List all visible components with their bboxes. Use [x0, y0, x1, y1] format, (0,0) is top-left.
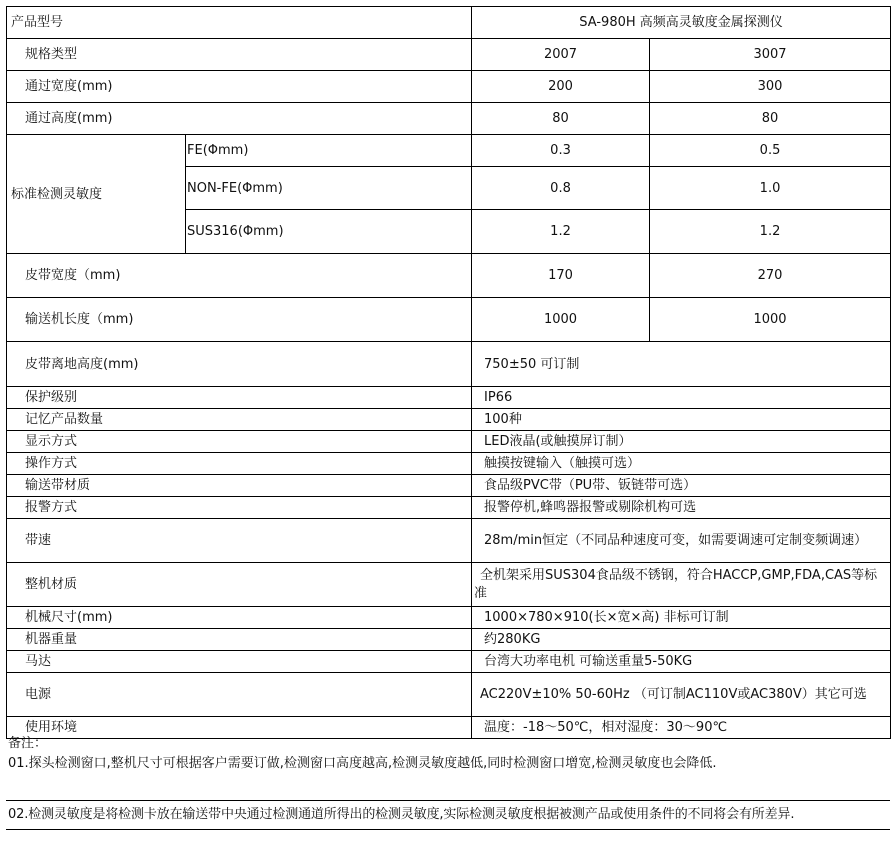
row-value: IP66: [472, 387, 891, 409]
table-row: [7, 409, 891, 431]
row-label: 通过高度(mm): [7, 103, 472, 135]
table-row-product-model: [7, 7, 891, 39]
material-value-text: 全机架采用SUS304食品级不锈钢，符合HACCP,GMP,FDA,CAS等标准: [474, 567, 878, 601]
belt-height-label: 皮带离地高度(mm): [7, 342, 472, 387]
table-row: [7, 475, 891, 497]
value-2007: 80: [472, 103, 650, 135]
environment-value: 温度：-18～50℃，相对湿度：30～90℃: [472, 717, 891, 739]
value-3007: 80: [650, 103, 891, 135]
value-3007: 300: [650, 71, 891, 103]
table-row-belt-speed: [7, 519, 891, 563]
belt-speed-label: 带速: [7, 519, 472, 563]
environment-label: 使用环境: [7, 717, 472, 739]
table-row: [7, 453, 891, 475]
note-2: 02.检测灵敏度是将检测卡放在输送带中央通过检测通道所得出的检测灵敏度,实际检测灵敏度根据被测产品或使用条件的不同将会有所差异.: [8, 807, 795, 822]
power-label: 电源: [7, 673, 472, 717]
row-value: 1000×780×910(长×宽×高) 非标可订制: [472, 607, 891, 629]
row-value: 报警停机,蜂鸣器报警或剔除机构可选: [472, 497, 891, 519]
value-2007: 170: [472, 254, 650, 298]
sensitivity-label: 标准检测灵敏度: [7, 135, 186, 254]
value-3007: 0.5: [650, 135, 891, 167]
row-label: 操作方式: [7, 453, 472, 475]
row-label: 机械尺寸(mm): [7, 607, 472, 629]
value-3007: 270: [650, 254, 891, 298]
conveyor-length-label: 输送机长度（mm): [7, 298, 472, 342]
value-2007: 0.8: [472, 167, 650, 210]
note-1: 01.探头检测窗口,整机尺寸可根据客户需要订做,检测窗口高度越高,检测灵敏度越低,同时检测窗口增宽,检测灵敏度也会降低.: [8, 756, 717, 771]
sensitivity-sub-label: NON-FE(Φmm): [186, 167, 472, 210]
model-2007-header: 2007: [472, 39, 650, 71]
value-3007: 1.2: [650, 210, 891, 254]
material-value: [472, 563, 891, 607]
row-value: 食品级PVC带（PU带、钣链带可选）: [472, 475, 891, 497]
material-label: 整机材质: [7, 563, 472, 607]
table-row: [7, 431, 891, 453]
row-value: 100种: [472, 409, 891, 431]
value-2007: 1.2: [472, 210, 650, 254]
table-row-belt-width: [7, 254, 891, 298]
row-value: LED液晶(或触摸屏订制）: [472, 431, 891, 453]
table-row: [7, 71, 891, 103]
table-row-material: [7, 563, 891, 607]
row-label: 保护级别: [7, 387, 472, 409]
table-row: [7, 387, 891, 409]
table-row-belt-height: [7, 342, 891, 387]
row-value: 台湾大功率电机 可输送重量5-50KG: [472, 651, 891, 673]
value-3007: 1000: [650, 298, 891, 342]
table-row: [7, 103, 891, 135]
value-2007: 1000: [472, 298, 650, 342]
value-3007: 1.0: [650, 167, 891, 210]
power-value: [472, 673, 891, 717]
table-row: [7, 497, 891, 519]
belt-speed-value: 28m/min恒定（不同品种速度可变，如需要调速可定制变频调速）: [472, 519, 891, 563]
table-row-spec-type: [7, 39, 891, 71]
row-value: 触摸按键输入（触摸可选）: [472, 453, 891, 475]
belt-width-label: 皮带宽度（mm): [7, 254, 472, 298]
row-label: 通过宽度(mm): [7, 71, 472, 103]
value-2007: 200: [472, 71, 650, 103]
model-3007-header: 3007: [650, 39, 891, 71]
table-row-sensitivity-fe: [7, 135, 891, 167]
spec-table: [6, 6, 891, 739]
table-row: [7, 607, 891, 629]
power-value-text: AC220V±10% 50-60Hz （可订制AC110V或AC380V）其它可选: [480, 686, 867, 702]
sensitivity-sub-label: FE(Φmm): [186, 135, 472, 167]
table-row-power: [7, 673, 891, 717]
row-label: 记忆产品数量: [7, 409, 472, 431]
row-label: 输送带材质: [7, 475, 472, 497]
table-row: [7, 629, 891, 651]
product-model-label: 产品型号: [7, 7, 472, 39]
notes-divider: [6, 800, 890, 801]
notes-heading: 备注：: [8, 736, 48, 751]
row-label: 机器重量: [7, 629, 472, 651]
row-label: 马达: [7, 651, 472, 673]
row-value: 约280KG: [472, 629, 891, 651]
table-row-conveyor-length: [7, 298, 891, 342]
row-label: 报警方式: [7, 497, 472, 519]
notes-bottom-border: [6, 829, 890, 830]
sensitivity-sub-label: SUS316(Φmm): [186, 210, 472, 254]
spec-type-label: 规格类型: [7, 39, 472, 71]
value-2007: 0.3: [472, 135, 650, 167]
belt-height-value: 750±50 可订制: [472, 342, 891, 387]
product-model-value: SA-980H 高频高灵敏度金属探测仪: [472, 7, 891, 39]
table-row: [7, 651, 891, 673]
row-label: 显示方式: [7, 431, 472, 453]
